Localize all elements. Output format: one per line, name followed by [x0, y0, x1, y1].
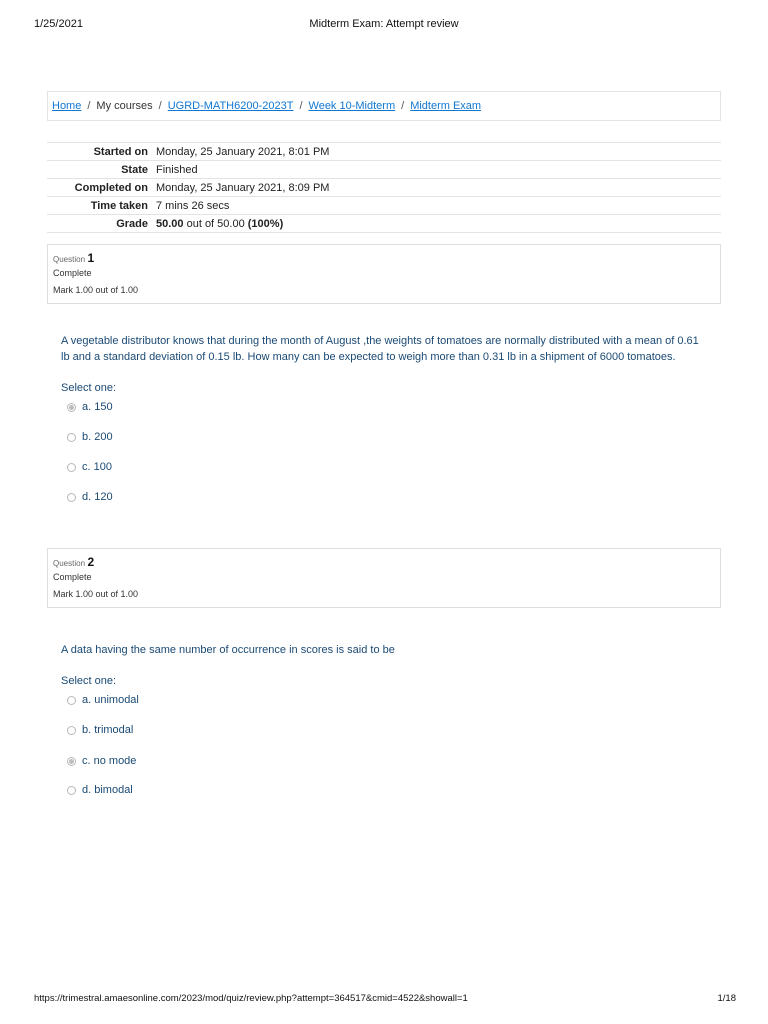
option-label: b. 200	[82, 431, 113, 443]
summary-value: Monday, 25 January 2021, 8:09 PM	[152, 179, 721, 197]
summary-label: Started on	[47, 143, 152, 161]
breadcrumb	[47, 91, 721, 121]
question-2-prompt: Select one:	[61, 675, 117, 687]
print-date: 1/25/2021	[34, 18, 83, 30]
question-2-text: A data having the same number of occurrence in scores is said to be	[61, 644, 395, 656]
option-label: d. bimodal	[82, 784, 133, 796]
question-state: Complete	[53, 268, 92, 278]
summary-label: Grade	[47, 215, 152, 233]
q1-option-b[interactable]	[67, 430, 113, 444]
question-2-info	[47, 548, 721, 608]
q1-option-d[interactable]	[67, 490, 113, 504]
radio-icon[interactable]	[67, 493, 76, 502]
q1-option-c[interactable]	[67, 460, 112, 474]
question-number-line	[53, 251, 720, 265]
print-title: Midterm Exam: Attempt review	[309, 18, 459, 30]
grade-out-of: out of 50.00	[186, 217, 245, 230]
option-label: a. 150	[82, 401, 113, 413]
summary-row-time-taken	[47, 197, 721, 215]
question-mark: Mark 1.00 out of 1.00	[53, 285, 139, 295]
summary-label: Completed on	[47, 179, 152, 197]
question-number-line	[53, 555, 720, 569]
summary-row-started	[47, 143, 721, 161]
question-1-text: A vegetable distributor knows that during the month of August ,the weights of tomatoes are normally distributed with a mean of 0.61 lb and a standard deviation of 0.15 lb. How many can be expected to weigh more than 0.31 lb in a shipment of 6000 tomatoes.	[61, 335, 699, 363]
question-number: 2	[87, 555, 95, 569]
summary-value: 7 mins 26 secs	[152, 197, 721, 215]
radio-icon[interactable]	[67, 433, 76, 442]
print-url: https://trimestral.amaesonline.com/2023/mod/quiz/review.php?attempt=364517&cmid=4522&showall=1	[34, 993, 468, 1004]
print-header	[0, 18, 768, 32]
attempt-summary-table	[47, 142, 721, 233]
question-state: Complete	[53, 572, 92, 582]
option-label: d. 120	[82, 491, 113, 503]
q2-option-c[interactable]	[67, 754, 136, 768]
radio-icon[interactable]	[67, 696, 76, 705]
option-label: b. trimodal	[82, 724, 134, 736]
option-label: c. no mode	[82, 755, 137, 767]
summary-grade-value	[152, 215, 721, 233]
breadcrumb-separator: /	[158, 100, 162, 112]
option-label: a. unimodal	[82, 694, 139, 706]
radio-icon[interactable]	[67, 786, 76, 795]
breadcrumb-separator: /	[87, 100, 91, 112]
option-label: c. 100	[82, 461, 112, 473]
summary-value: Monday, 25 January 2021, 8:01 PM	[152, 143, 721, 161]
question-word: Question	[53, 255, 86, 264]
q2-option-b[interactable]	[67, 723, 133, 737]
print-footer	[0, 993, 768, 1007]
summary-label: Time taken	[47, 197, 152, 215]
radio-selected-icon[interactable]	[67, 403, 76, 412]
q2-option-a[interactable]	[67, 693, 139, 707]
breadcrumb-separator: /	[401, 100, 405, 112]
breadcrumb-exam-link[interactable]: Midterm Exam	[410, 100, 482, 112]
breadcrumb-course-link[interactable]: UGRD-MATH6200-2023T	[167, 100, 294, 112]
print-page-number: 1/18	[717, 993, 736, 1004]
summary-value: Finished	[152, 161, 721, 179]
breadcrumb-my-courses: My courses	[96, 100, 153, 112]
q2-option-d[interactable]	[67, 783, 133, 797]
summary-row-completed	[47, 179, 721, 197]
grade-percent: (100%)	[247, 217, 284, 230]
question-mark: Mark 1.00 out of 1.00	[53, 589, 139, 599]
question-1-prompt: Select one:	[61, 382, 117, 394]
radio-icon[interactable]	[67, 463, 76, 472]
breadcrumb-home-link[interactable]: Home	[52, 100, 82, 112]
radio-icon[interactable]	[67, 726, 76, 735]
breadcrumb-week-link[interactable]: Week 10-Midterm	[308, 100, 396, 112]
summary-label: State	[47, 161, 152, 179]
q1-option-a[interactable]	[67, 400, 113, 414]
grade-score: 50.00	[156, 217, 184, 230]
question-number: 1	[87, 251, 95, 265]
question-word: Question	[53, 559, 86, 568]
radio-selected-icon[interactable]	[67, 757, 76, 766]
summary-row-grade	[47, 215, 721, 233]
question-1-info	[47, 244, 721, 304]
summary-row-state	[47, 161, 721, 179]
breadcrumb-separator: /	[299, 100, 303, 112]
